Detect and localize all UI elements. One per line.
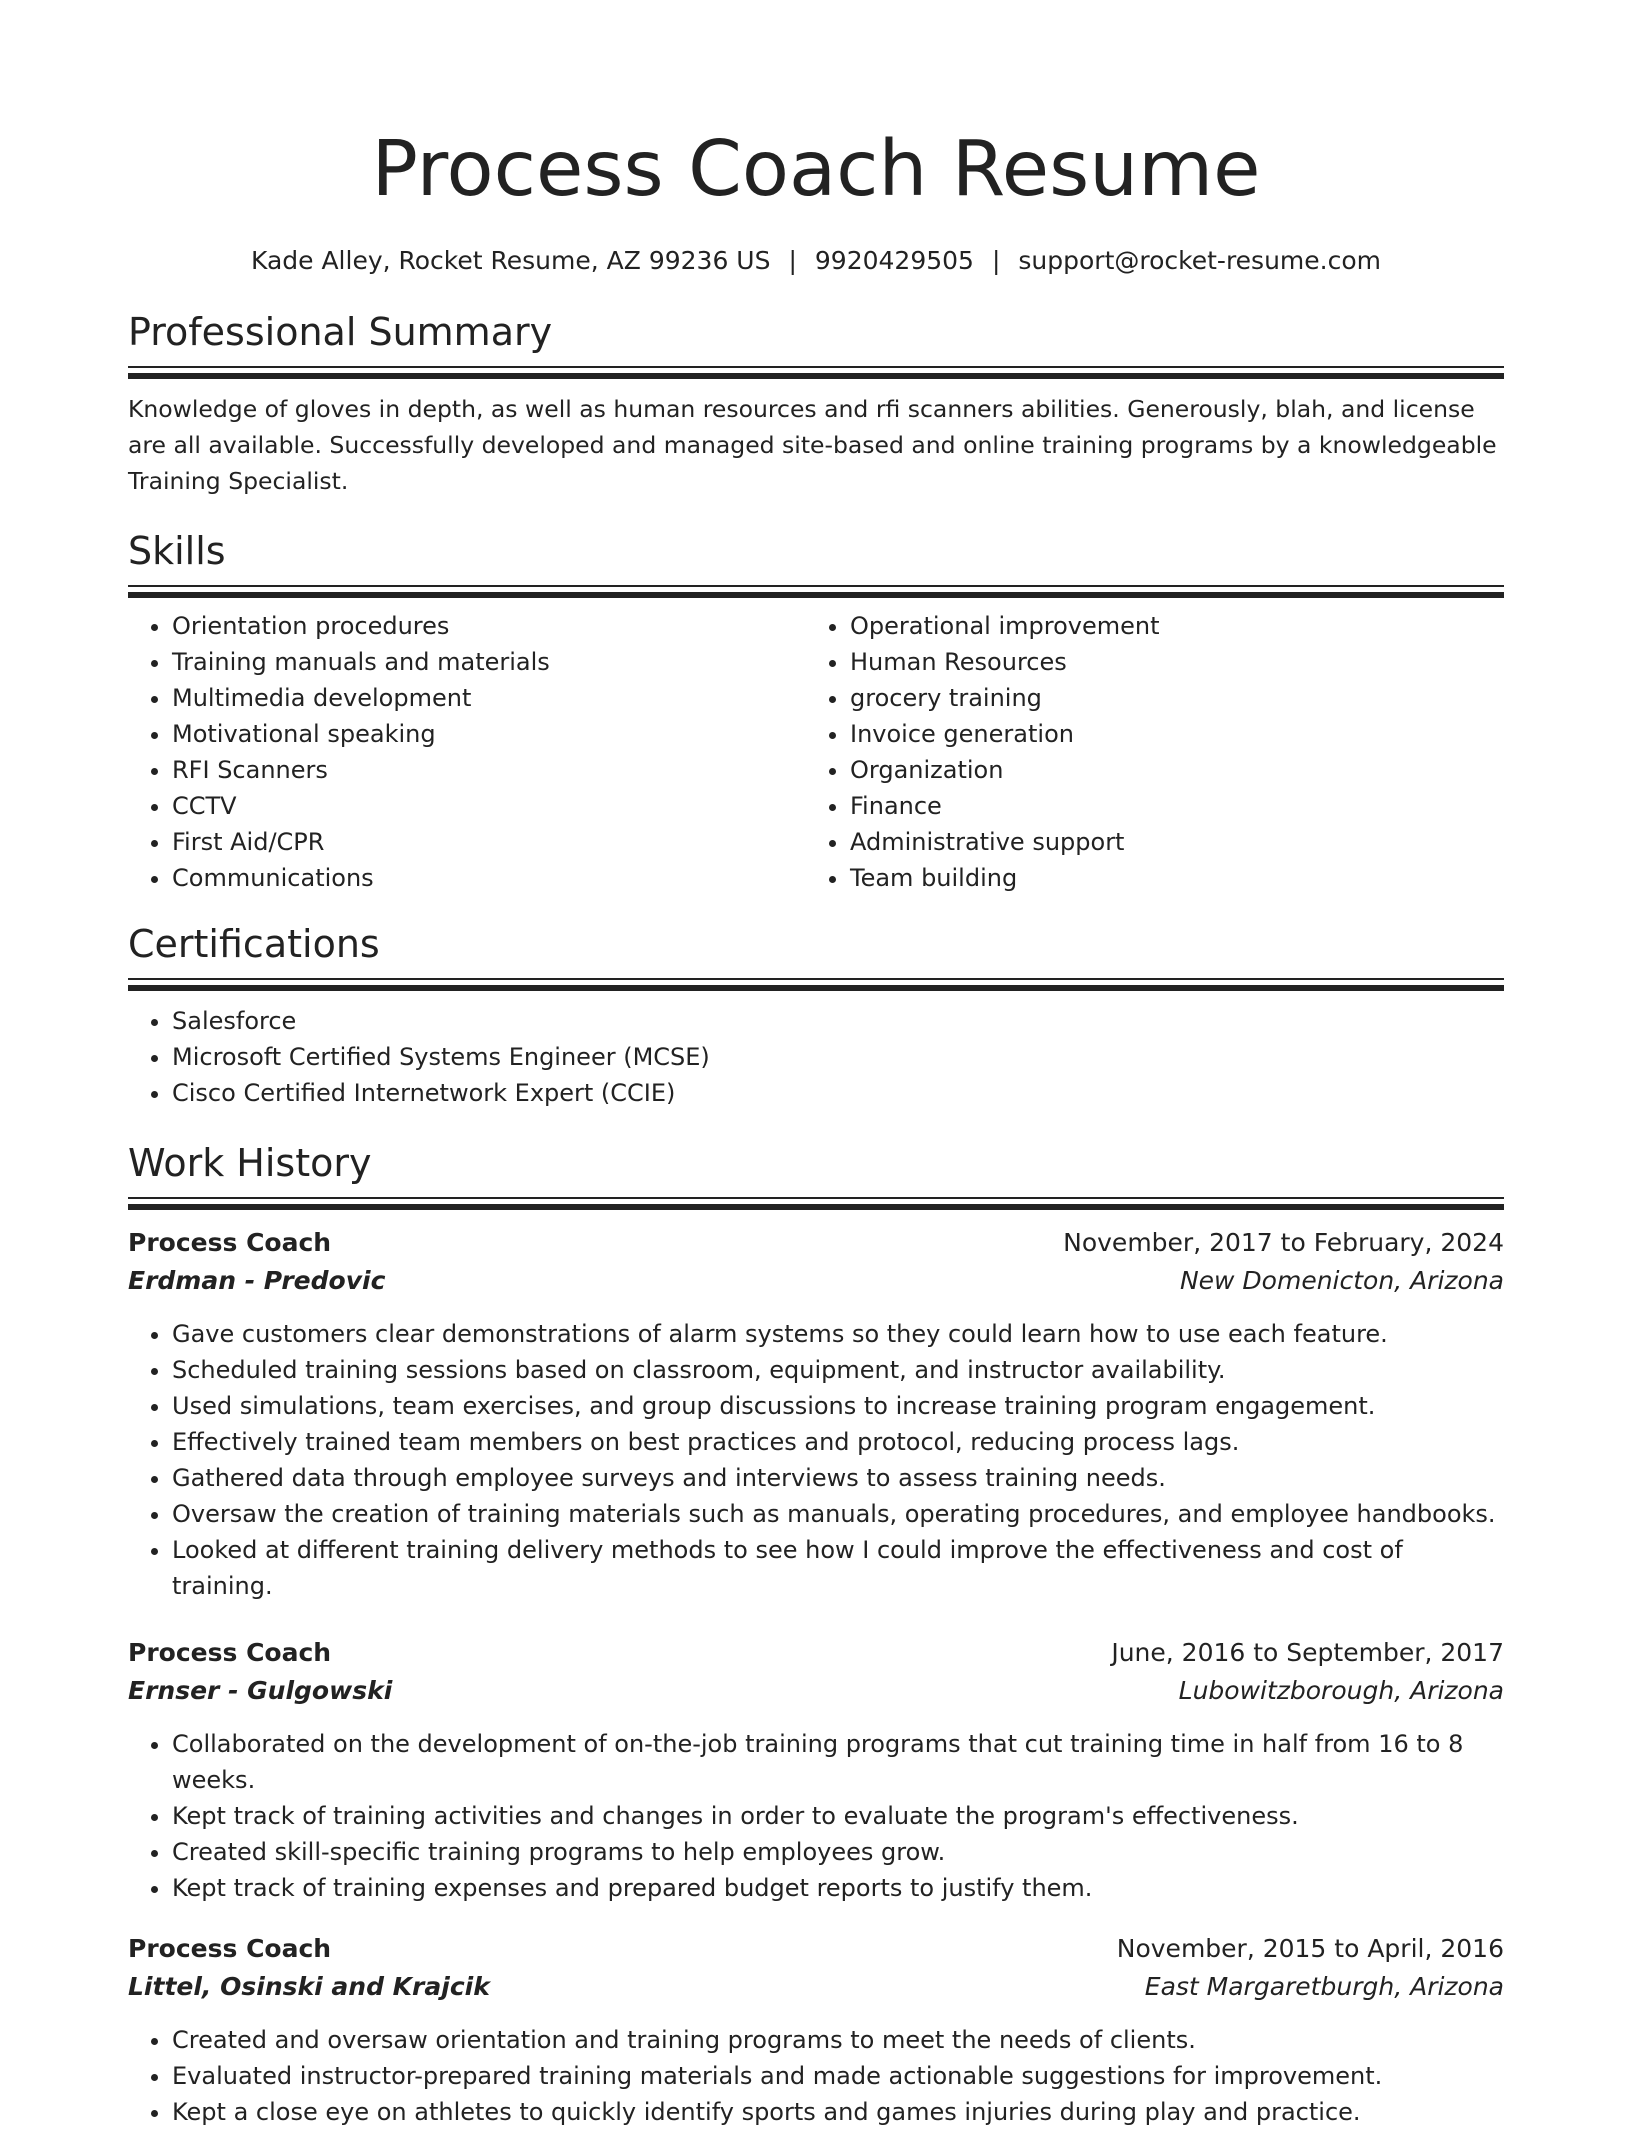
list-item: • Kept a close eye on athletes to quickly identify sports and games injuries during play and practice. [172, 2094, 1504, 2130]
section-heading: Work History [128, 1141, 372, 1185]
job-title: Process Coach [128, 1638, 332, 1667]
list-item: • Kept track of training expenses and prepared budget reports to justify them. [172, 1870, 1504, 1906]
skills-list-right [806, 608, 1484, 896]
resume-page [128, 0, 1504, 2130]
list-item: • Used simulations, team exercises, and group discussions to increase training program engagement. [172, 1388, 1504, 1424]
list-item: • Scheduled training sessions based on classroom, equipment, and instructor availability. [172, 1352, 1504, 1388]
list-item: • Looked at different training delivery methods to see how I could improve the effectiveness and cost of training. [172, 1532, 1504, 1604]
skills-grid [128, 608, 1504, 896]
section-divider [128, 1197, 1504, 1210]
section-heading: Professional Summary [128, 310, 553, 354]
certifications-list [128, 1003, 1504, 1111]
skills-list-left [128, 608, 806, 896]
list-item: • Communications [172, 860, 806, 896]
list-item: • Administrative support [850, 824, 1484, 860]
job-header [128, 1930, 1504, 1968]
list-item: • Created and oversaw orientation and training programs to meet the needs of clients. [172, 2022, 1504, 2058]
contact-phone: 9920429505 [814, 246, 974, 275]
list-item: • Microsoft Certified Systems Engineer (MCSE) [172, 1039, 1504, 1075]
job-company: Littel, Osinski and Krajcik [128, 1972, 490, 2001]
job-bullets [128, 2022, 1504, 2130]
list-item: • Gathered data through employee surveys and interviews to assess training needs. [172, 1460, 1504, 1496]
section-divider [128, 978, 1504, 991]
job-subheader [128, 1262, 1504, 1300]
list-item: • Collaborated on the development of on-the-job training programs that cut training time in half from 16 to 8 weeks. [172, 1726, 1504, 1798]
job-header [128, 1224, 1504, 1262]
job-company: Ernser - Gulgowski [128, 1676, 393, 1705]
section-divider [128, 366, 1504, 379]
list-item: • Created skill-specific training programs to help employees grow. [172, 1834, 1504, 1870]
list-item: • Team building [850, 860, 1484, 896]
job-dates: June, 2016 to September, 2017 [1111, 1638, 1504, 1667]
job-title: Process Coach [128, 1934, 332, 1963]
list-item: • Salesforce [172, 1003, 1504, 1039]
job-entry [128, 1224, 1504, 1604]
list-item: • Human Resources [850, 644, 1484, 680]
list-item: • Operational improvement [850, 608, 1484, 644]
job-subheader [128, 1672, 1504, 1710]
job-company: Erdman - Predovic [128, 1266, 386, 1295]
list-item: • Kept track of training activities and changes in order to evaluate the program's effectiveness. [172, 1798, 1504, 1834]
job-subheader [128, 1968, 1504, 2006]
list-item: • CCTV [172, 788, 806, 824]
list-item: • First Aid/CPR [172, 824, 806, 860]
job-bullets [128, 1316, 1504, 1604]
contact-email: support@rocket-resume.com [1018, 246, 1382, 275]
section-divider [128, 585, 1504, 598]
job-title: Process Coach [128, 1228, 332, 1257]
job-location: Lubowitzborough, Arizona [1178, 1676, 1504, 1705]
contact-line [128, 244, 1504, 278]
list-item: • RFI Scanners [172, 752, 806, 788]
job-dates: November, 2017 to February, 2024 [1063, 1228, 1504, 1257]
contact-address: Kade Alley, Rocket Resume, AZ 99236 US [250, 246, 771, 275]
skills-section [128, 527, 1504, 896]
job-location: New Domenicton, Arizona [1179, 1266, 1504, 1295]
section-heading: Certifications [128, 922, 380, 966]
list-item: • Multimedia development [172, 680, 806, 716]
list-item: • Oversaw the creation of training materials such as manuals, operating procedures, and employee handbooks. [172, 1496, 1504, 1532]
list-item: • Finance [850, 788, 1484, 824]
list-item: • Effectively trained team members on best practices and protocol, reducing process lags. [172, 1424, 1504, 1460]
contact-separator: | [991, 246, 1001, 275]
list-item: • Orientation procedures [172, 608, 806, 644]
job-entry [128, 1634, 1504, 1906]
summary-text: Knowledge of gloves in depth, as well as human resources and rfi scanners abilities. Generously, blah, and license are all available. Successfully developed and managed site-based and online training programs by a knowledgeable Training Specialist. [128, 395, 1497, 495]
list-item: • Training manuals and materials [172, 644, 806, 680]
list-item: • Gave customers clear demonstrations of alarm systems so they could learn how to use each feature. [172, 1316, 1504, 1352]
list-item: • Cisco Certified Internetwork Expert (CCIE) [172, 1075, 1504, 1111]
work-history-section [128, 1139, 1504, 2130]
summary-section [128, 308, 1504, 499]
list-item: • Organization [850, 752, 1484, 788]
section-heading: Skills [128, 529, 226, 573]
job-entry [128, 1930, 1504, 2130]
resume-title: Process Coach Resume [371, 125, 1261, 214]
job-location: East Margaretburgh, Arizona [1144, 1972, 1504, 2001]
list-item: • Evaluated instructor-prepared training materials and made actionable suggestions for improvement. [172, 2058, 1504, 2094]
certifications-section [128, 920, 1504, 1111]
job-header [128, 1634, 1504, 1672]
contact-separator: | [788, 246, 797, 275]
job-dates: November, 2015 to April, 2016 [1116, 1934, 1504, 1963]
list-item: • Motivational speaking [172, 716, 806, 752]
list-item: • grocery training [850, 680, 1484, 716]
job-bullets [128, 1726, 1504, 1906]
list-item: • Invoice generation [850, 716, 1484, 752]
